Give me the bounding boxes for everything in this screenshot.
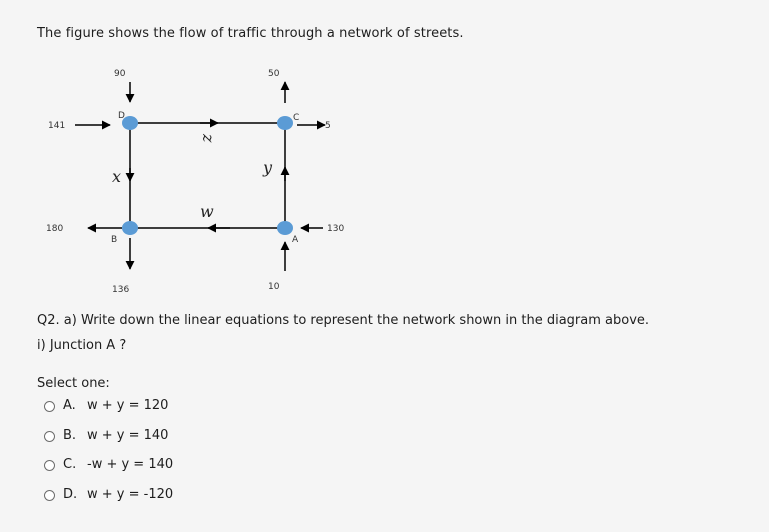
intro-text: The figure shows the flow of traffic through a network of streets.: [37, 26, 464, 41]
option-letter: B.: [63, 427, 77, 443]
variable-z: z: [199, 134, 218, 143]
option-text: w + y = -120: [87, 486, 174, 502]
option-letter: A.: [63, 398, 76, 413]
radio-button[interactable]: [44, 401, 55, 412]
option-letter: C.: [63, 457, 77, 472]
option-letter: D.: [63, 486, 78, 502]
variable-y: y: [263, 158, 273, 177]
junction-c: [277, 116, 293, 130]
answer-options: [44, 398, 173, 516]
option-a[interactable]: [44, 398, 173, 428]
option-text: w + y = 120: [87, 398, 169, 413]
label-90: 90: [114, 69, 126, 79]
variable-w: w: [200, 202, 214, 221]
option-b[interactable]: [44, 428, 173, 458]
option-d[interactable]: [44, 487, 173, 517]
label-141: 141: [48, 121, 66, 131]
select-one-label: Select one:: [37, 376, 110, 391]
junction-b: [122, 221, 138, 235]
label-136: 136: [112, 285, 130, 295]
label-50: 50: [268, 69, 280, 79]
node-label-a: A: [292, 235, 299, 245]
junction-a: [277, 221, 293, 235]
option-text: w + y = 140: [87, 427, 169, 443]
variable-x: x: [112, 167, 122, 186]
node-label-d: D: [118, 111, 125, 121]
label-10: 10: [268, 282, 280, 292]
option-text: -w + y = 140: [87, 457, 174, 472]
radio-button[interactable]: [44, 490, 55, 501]
label-180: 180: [46, 224, 64, 234]
label-5: 5: [325, 121, 331, 131]
node-label-b: B: [111, 235, 118, 245]
question-subpart: i) Junction A ?: [37, 338, 127, 353]
question-text: Q2. a) Write down the linear equations to represent the network shown in the diagram above.: [37, 313, 650, 328]
node-label-c: C: [293, 113, 300, 123]
radio-button[interactable]: [44, 460, 55, 471]
label-130: 130: [327, 224, 345, 234]
option-c[interactable]: [44, 457, 173, 487]
radio-button[interactable]: [44, 431, 55, 442]
